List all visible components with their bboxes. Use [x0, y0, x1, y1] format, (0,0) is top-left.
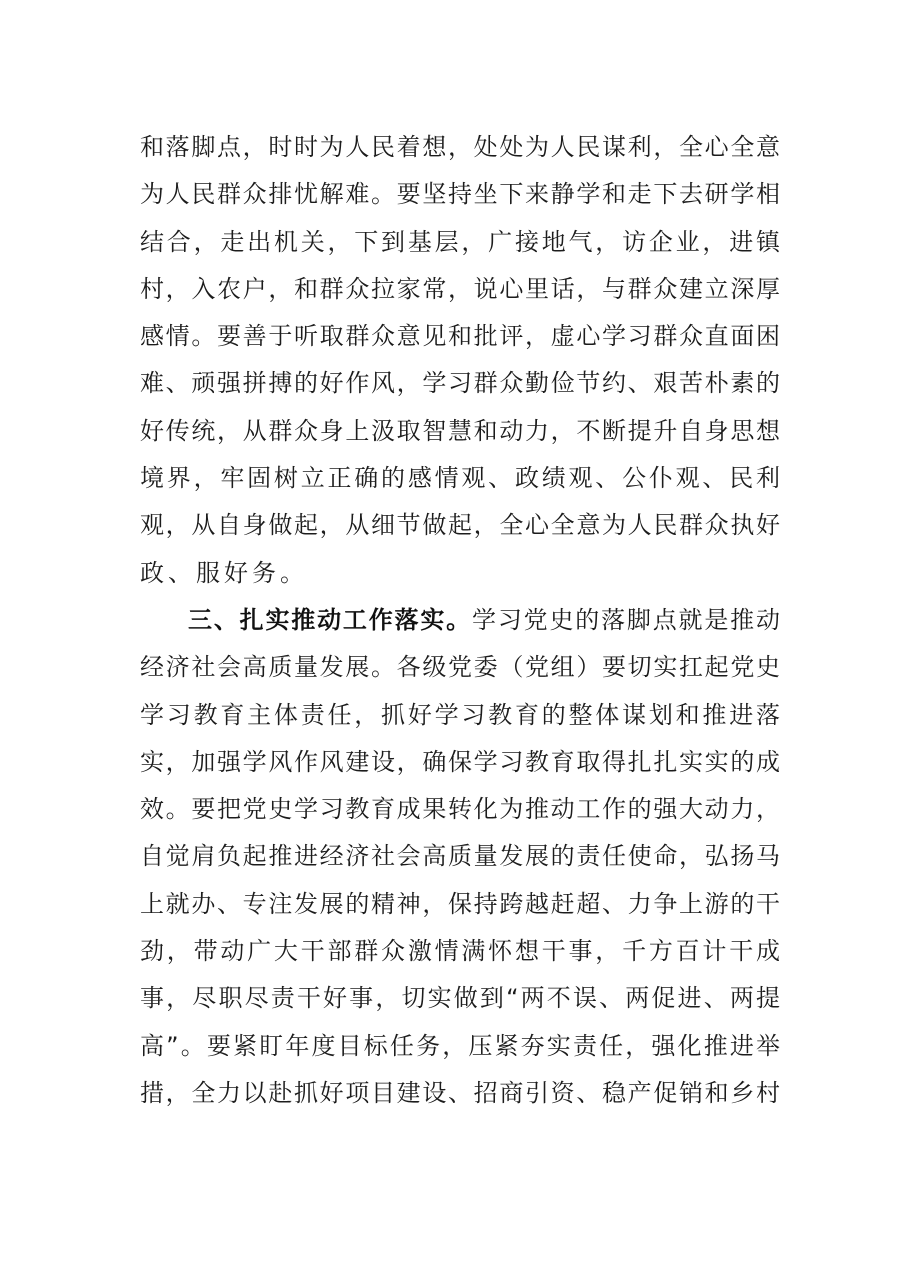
- paragraph-1: [140, 124, 780, 597]
- text-line-content: 学习党史的落脚点就是推动: [472, 605, 780, 634]
- text-line: 经济社会高质量发展。各级党委（党组）要切实扛起党史: [140, 653, 780, 682]
- body-text: [140, 124, 780, 1117]
- text-line: 效。要把党史学习教育成果转化为推动工作的强大动力，: [140, 795, 780, 824]
- text-line: 措，全力以赴抓好项目建设、招商引资、稳产促销和乡村: [140, 1078, 780, 1107]
- text-line: 学习教育主体责任，抓好学习教育的整体谋划和推进落: [140, 700, 780, 729]
- text-line: [140, 550, 780, 597]
- text-line: 劲，带动广大干部群众激情满怀想干事，千方百计干成: [140, 937, 780, 966]
- text-line: 感情。要善于听取群众意见和批评，虚心学习群众直面困: [140, 322, 780, 351]
- text-line: 难、顽强拼搏的好作风，学习群众勤俭节约、艰苦朴素的: [140, 369, 780, 398]
- text-line: 村，入农户，和群众拉家常，说心里话，与群众建立深厚: [140, 274, 780, 303]
- text-line: [140, 597, 780, 644]
- text-line-content: 政、服好务。: [140, 558, 308, 587]
- text-line: 上就办、专注发展的精神，保持跨越赶超、力争上游的干: [140, 889, 780, 918]
- text-line: 好传统，从群众身上汲取智慧和动力，不断提升自身思想: [140, 416, 780, 445]
- text-line: 自觉肩负起推进经济社会高质量发展的责任使命，弘扬马: [140, 842, 780, 871]
- text-line: 和落脚点，时时为人民着想，处处为人民谋利，全心全意: [140, 133, 780, 161]
- text-line: 结合，走出机关，下到基层，广接地气，访企业，进镇: [140, 227, 780, 256]
- text-line: 境界，牢固树立正确的感情观、政绩观、公仆观、民利: [140, 464, 780, 493]
- section-heading: 三、扎实推动工作落实。: [188, 605, 472, 634]
- text-line: 事，尽职尽责干好事，切实做到“两不误、两促进、两提: [140, 984, 780, 1013]
- text-line: 为人民群众排忧解难。要坚持坐下来静学和走下去研学相: [140, 180, 780, 209]
- paragraph-2: [140, 597, 780, 1117]
- text-line: 高”。要紧盯年度目标任务，压紧夯实责任，强化推进举: [140, 1031, 780, 1060]
- text-line: 观，从自身做起，从细节做起，全心全意为人民群众执好: [140, 511, 780, 540]
- text-line: 实，加强学风作风建设，确保学习教育取得扎扎实实的成: [140, 747, 780, 776]
